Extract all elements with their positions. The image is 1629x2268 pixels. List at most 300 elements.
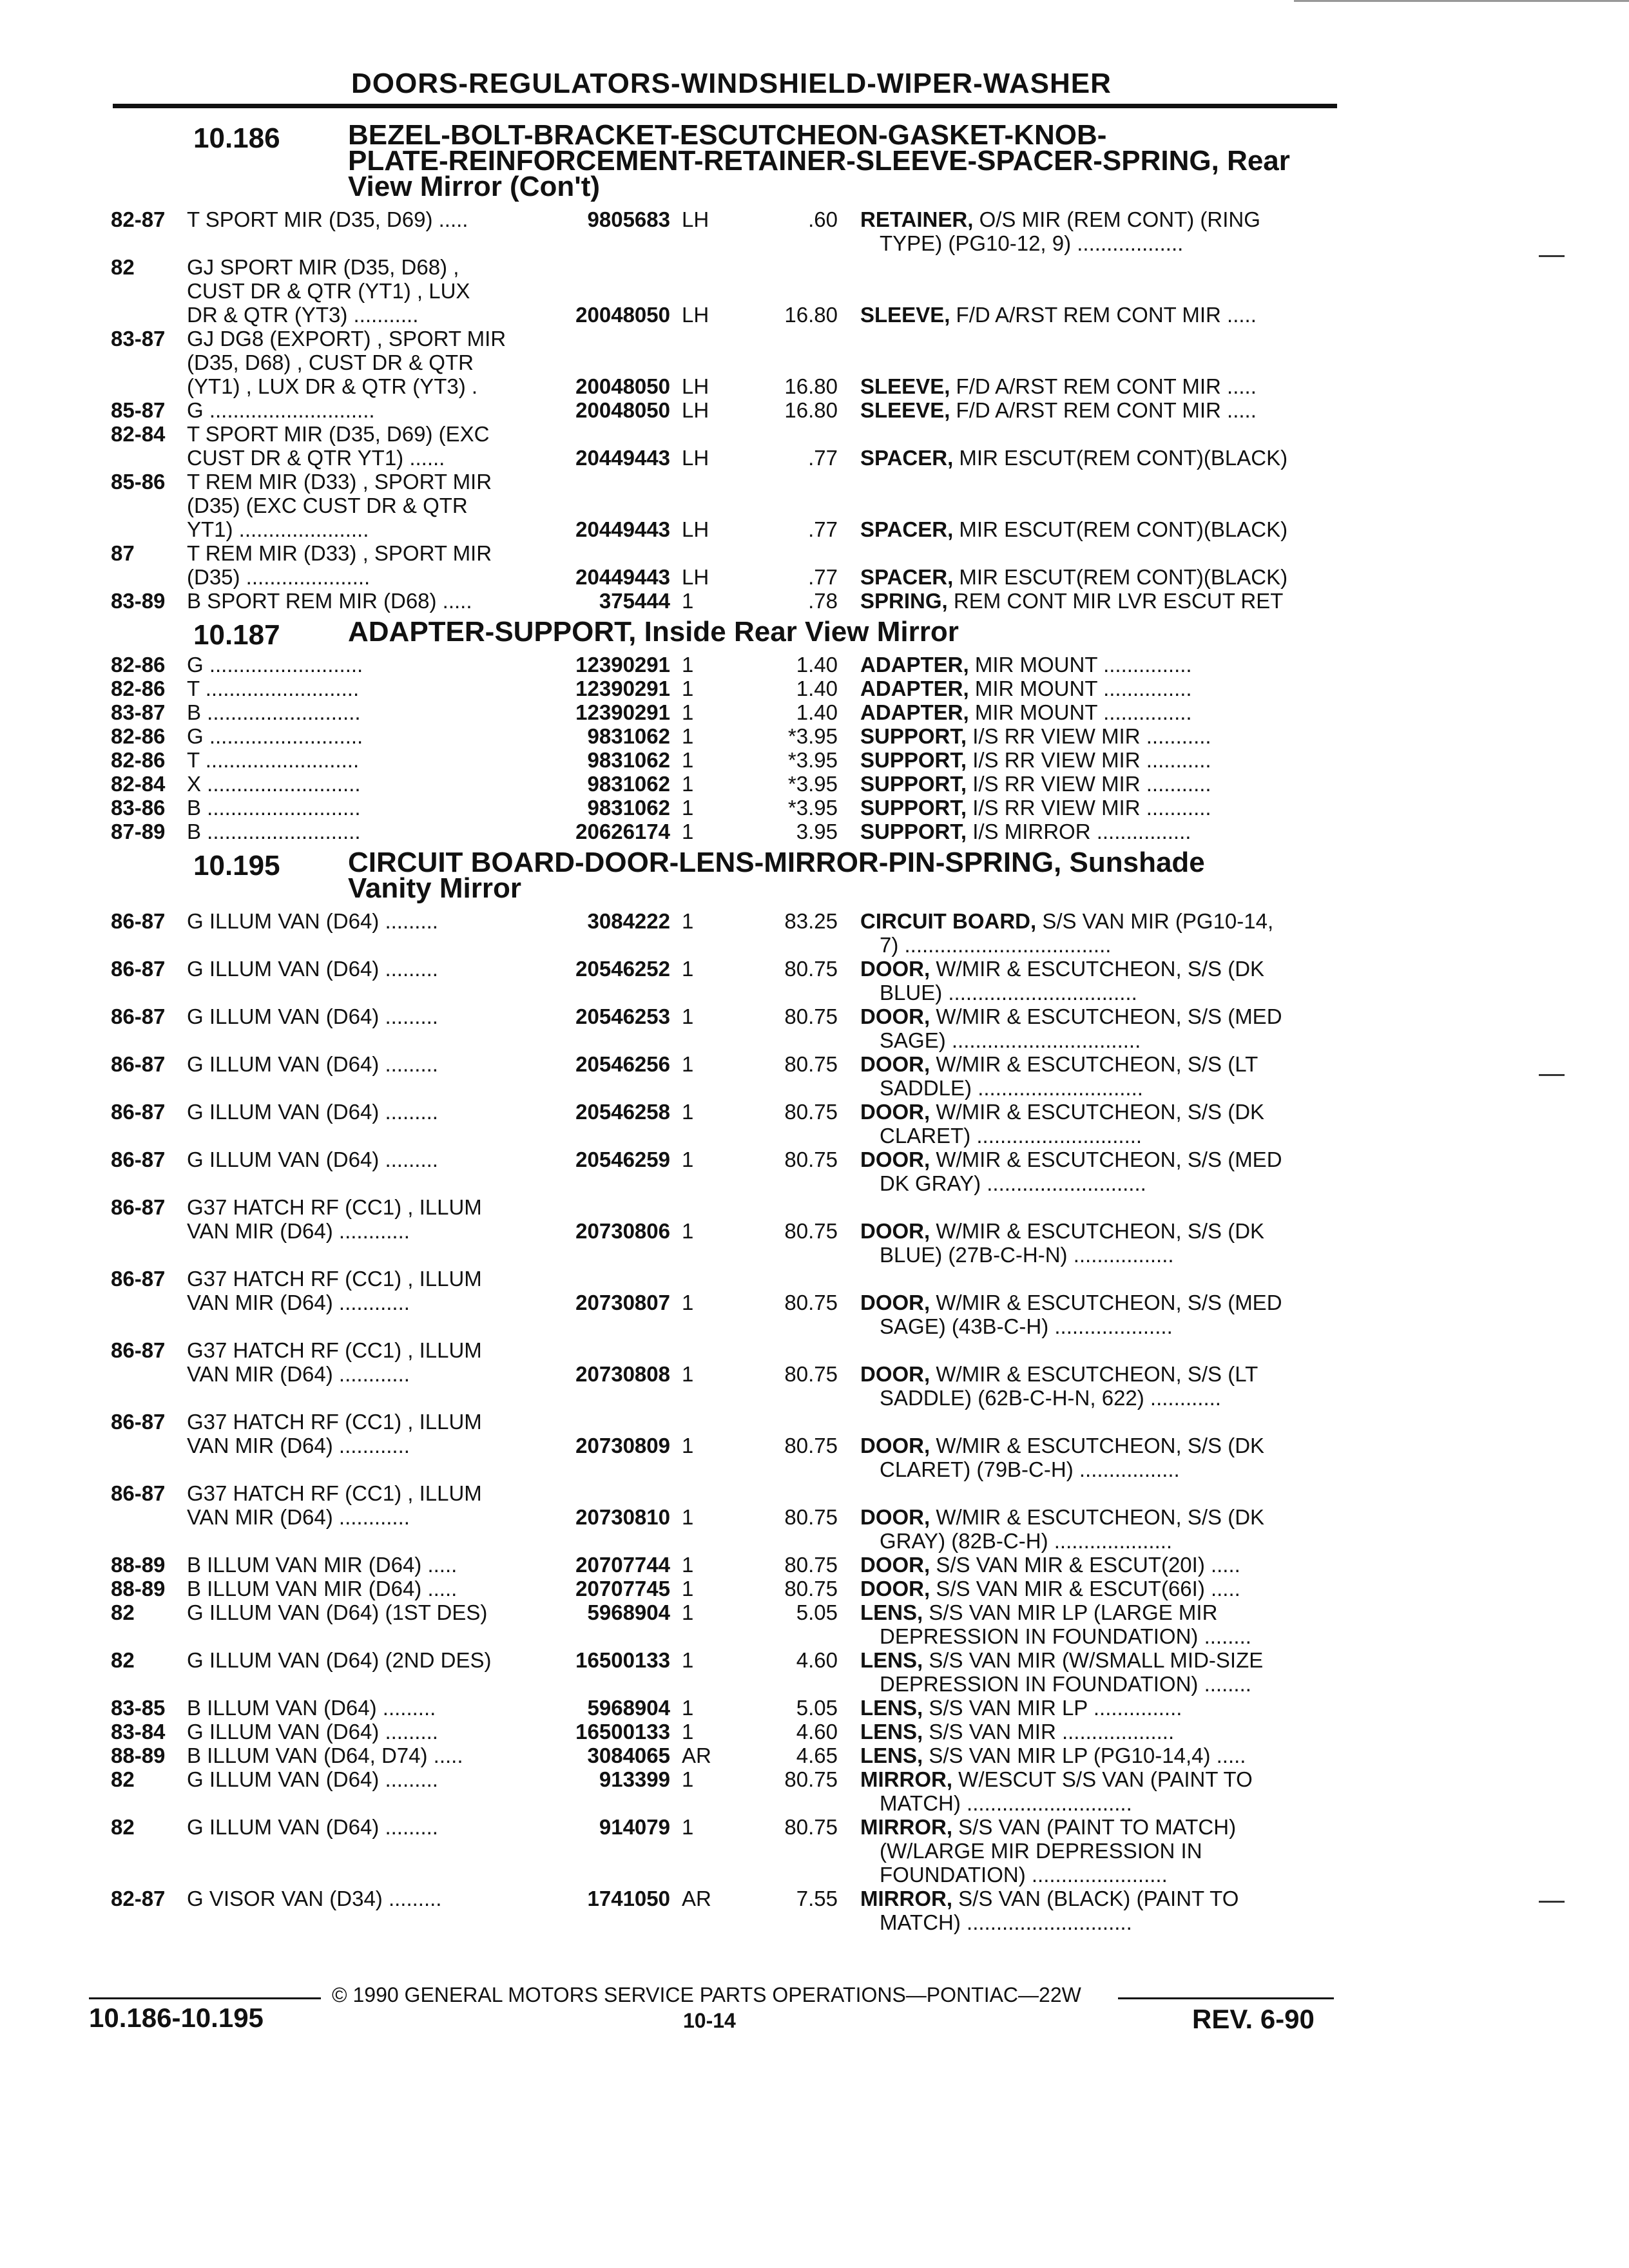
model-year: 86-87 bbox=[111, 1267, 166, 1291]
quantity: 1 bbox=[682, 1815, 694, 1839]
model-year: 86-87 bbox=[111, 1100, 166, 1124]
part-description bbox=[880, 1124, 1142, 1148]
part-number: 16500133 bbox=[575, 1720, 670, 1744]
margin-tick bbox=[1539, 1901, 1565, 1903]
price: .77 bbox=[808, 565, 838, 589]
part-description-text: DEPRESSION IN FOUNDATION) ........ bbox=[880, 1624, 1251, 1648]
part-name: SPACER, bbox=[860, 565, 954, 589]
model-year: 86-87 bbox=[111, 1195, 166, 1219]
price: 80.75 bbox=[784, 1553, 838, 1577]
table-row bbox=[0, 565, 1629, 591]
price: 80.75 bbox=[784, 1219, 838, 1243]
model-year: 83-87 bbox=[111, 327, 166, 351]
part-number: 20546256 bbox=[575, 1052, 670, 1076]
price: 80.75 bbox=[784, 1362, 838, 1386]
table-row bbox=[0, 933, 1629, 959]
part-description bbox=[860, 1148, 1282, 1172]
quantity: 1 bbox=[682, 772, 694, 796]
part-description-text: REM CONT MIR LVR ESCUT RET bbox=[947, 589, 1284, 613]
part-description bbox=[860, 1219, 1264, 1244]
part-description bbox=[880, 933, 1111, 957]
price: 7.55 bbox=[796, 1887, 838, 1910]
part-description-text: S/S VAN MIR (W/SMALL MID-SIZE bbox=[923, 1648, 1264, 1672]
part-description-text: SADDLE) (62B-C-H-N, 622) ............ bbox=[880, 1386, 1221, 1410]
quantity: LH bbox=[682, 398, 709, 422]
part-number: 3084065 bbox=[587, 1744, 670, 1767]
part-description bbox=[880, 1243, 1174, 1267]
model-year: 87 bbox=[111, 541, 135, 565]
table-row bbox=[0, 1672, 1629, 1698]
table-row bbox=[0, 1219, 1629, 1245]
part-description bbox=[860, 374, 1257, 399]
price: 80.75 bbox=[784, 957, 838, 981]
part-description bbox=[860, 207, 1260, 232]
part-description-text: GRAY) (82B-C-H) .................... bbox=[880, 1529, 1173, 1553]
part-description-text: SAGE) (43B-C-H) .................... bbox=[880, 1314, 1173, 1338]
model-usage: (D35) (EXC CUST DR & QTR bbox=[187, 494, 468, 517]
part-description-text: W/MIR & ESCUTCHEON, S/S (MED bbox=[930, 1004, 1282, 1028]
model-usage: G ILLUM VAN (D64) ......... bbox=[187, 1767, 438, 1791]
table-row bbox=[0, 1362, 1629, 1388]
model-usage: GJ DG8 (EXPORT) , SPORT MIR bbox=[187, 327, 506, 351]
part-description bbox=[860, 303, 1257, 327]
quantity: 1 bbox=[682, 796, 694, 820]
part-name: SPRING, bbox=[860, 589, 948, 613]
model-usage: B SPORT REM MIR (D68) ..... bbox=[187, 589, 472, 613]
section-number: 10.187 bbox=[193, 619, 280, 651]
part-description bbox=[880, 1171, 1146, 1196]
model-year: 86-87 bbox=[111, 1052, 166, 1076]
part-description bbox=[860, 957, 1264, 981]
price: 80.75 bbox=[784, 1100, 838, 1124]
part-description-text: MIR ESCUT(REM CONT)(BLACK) bbox=[953, 517, 1288, 541]
model-usage: DR & QTR (YT3) ........... bbox=[187, 303, 419, 327]
part-number: 5968904 bbox=[587, 1696, 670, 1720]
corner-mark bbox=[1294, 0, 1629, 2]
quantity: 1 bbox=[682, 653, 694, 677]
table-row bbox=[0, 1410, 1629, 1436]
model-year: 86-87 bbox=[111, 1410, 166, 1434]
part-description bbox=[880, 1839, 1202, 1863]
part-description bbox=[860, 1767, 1253, 1792]
part-number: 3084222 bbox=[587, 909, 670, 933]
section-title-line: PLATE-REINFORCEMENT-RETAINER-SLEEVE-SPACER-SPRING, Rear bbox=[348, 145, 1290, 177]
part-description-text: MIR MOUNT ............... bbox=[969, 653, 1192, 677]
model-usage: GJ SPORT MIR (D35, D68) , bbox=[187, 255, 459, 279]
model-year: 86-87 bbox=[111, 1338, 166, 1362]
part-description-text: W/MIR & ESCUTCHEON, S/S (LT bbox=[930, 1362, 1258, 1386]
table-row bbox=[0, 422, 1629, 448]
price: .77 bbox=[808, 517, 838, 541]
part-number: 20048050 bbox=[575, 303, 670, 327]
part-description-text: (W/LARGE MIR DEPRESSION IN bbox=[880, 1839, 1202, 1863]
model-year: 88-89 bbox=[111, 1744, 166, 1767]
model-year: 82 bbox=[111, 1648, 135, 1672]
model-usage: B ILLUM VAN (D64) ......... bbox=[187, 1696, 436, 1720]
part-name: DOOR, bbox=[860, 1505, 930, 1529]
section-title-line: BEZEL-BOLT-BRACKET-ESCUTCHEON-GASKET-KNOB- bbox=[348, 119, 1107, 151]
model-year: 82 bbox=[111, 1815, 135, 1839]
part-description-text: S/S VAN (PAINT TO MATCH) bbox=[952, 1815, 1237, 1839]
table-row bbox=[0, 1195, 1629, 1221]
table-row bbox=[0, 677, 1629, 702]
part-name: SUPPORT, bbox=[860, 796, 967, 820]
part-number: 20626174 bbox=[575, 820, 670, 843]
table-row bbox=[0, 327, 1629, 352]
part-description-text: S/S VAN MIR & ESCUT(66I) ..... bbox=[930, 1577, 1240, 1600]
price: 3.95 bbox=[796, 820, 838, 843]
model-year: 82-84 bbox=[111, 422, 166, 446]
table-row bbox=[0, 796, 1629, 822]
model-year: 88-89 bbox=[111, 1553, 166, 1577]
model-year: 83-85 bbox=[111, 1696, 166, 1720]
quantity: 1 bbox=[682, 909, 694, 933]
table-row bbox=[0, 1004, 1629, 1030]
part-description bbox=[860, 1052, 1258, 1077]
price: 80.75 bbox=[784, 1434, 838, 1457]
part-name: SUPPORT, bbox=[860, 724, 967, 748]
quantity: LH bbox=[682, 207, 709, 231]
part-description-text: SADDLE) ............................ bbox=[880, 1076, 1143, 1100]
part-name: SPACER, bbox=[860, 446, 954, 470]
table-row bbox=[0, 1434, 1629, 1459]
part-description-text: S/S VAN MIR (PG10-14, bbox=[1036, 909, 1274, 933]
model-year: 82-86 bbox=[111, 653, 166, 677]
model-usage: G37 HATCH RF (CC1) , ILLUM bbox=[187, 1410, 482, 1434]
table-row bbox=[0, 748, 1629, 774]
model-year: 82 bbox=[111, 1600, 135, 1624]
price: 16.80 bbox=[784, 374, 838, 398]
price: 80.75 bbox=[784, 1577, 838, 1600]
table-row bbox=[0, 1338, 1629, 1364]
quantity: 1 bbox=[682, 957, 694, 981]
table-row bbox=[0, 653, 1629, 678]
model-usage: (D35) ..................... bbox=[187, 565, 371, 589]
part-number: 20730807 bbox=[575, 1291, 670, 1314]
quantity: 1 bbox=[682, 1767, 694, 1791]
model-usage: G ILLUM VAN (D64) ......... bbox=[187, 1004, 438, 1028]
model-usage: VAN MIR (D64) ............ bbox=[187, 1291, 410, 1314]
part-name: LENS, bbox=[860, 1696, 923, 1720]
price: 80.75 bbox=[784, 1004, 838, 1028]
quantity: 1 bbox=[682, 724, 694, 748]
table-row bbox=[0, 700, 1629, 726]
model-usage: G ILLUM VAN (D64) (1ST DES) bbox=[187, 1600, 488, 1624]
part-name: CIRCUIT BOARD, bbox=[860, 909, 1037, 933]
table-row bbox=[0, 494, 1629, 519]
part-description-text: BLUE) ................................ bbox=[880, 981, 1137, 1004]
footer-revision: REV. 6-90 bbox=[1192, 2004, 1315, 2034]
model-year: 85-86 bbox=[111, 470, 166, 494]
model-usage: T .......................... bbox=[187, 748, 360, 772]
table-row bbox=[0, 1887, 1629, 1912]
quantity: 1 bbox=[682, 1291, 694, 1314]
table-row bbox=[0, 1791, 1629, 1817]
quantity: AR bbox=[682, 1744, 711, 1767]
part-description bbox=[860, 446, 1287, 470]
part-description-text: I/S RR VIEW MIR ........... bbox=[967, 796, 1211, 820]
section-title-line: View Mirror (Con't) bbox=[348, 171, 600, 202]
part-description bbox=[880, 1314, 1173, 1339]
part-number: 5968904 bbox=[587, 1600, 670, 1624]
quantity: 1 bbox=[682, 1553, 694, 1577]
table-row bbox=[0, 446, 1629, 472]
part-name: DOOR, bbox=[860, 1100, 930, 1124]
quantity: 1 bbox=[682, 1362, 694, 1386]
table-row bbox=[0, 1648, 1629, 1674]
part-description-text: DEPRESSION IN FOUNDATION) ........ bbox=[880, 1672, 1251, 1696]
table-row bbox=[0, 820, 1629, 845]
price: .78 bbox=[808, 589, 838, 613]
model-usage: B .......................... bbox=[187, 820, 361, 843]
part-description bbox=[860, 1362, 1258, 1387]
part-name: ADAPTER, bbox=[860, 653, 969, 677]
table-row bbox=[0, 541, 1629, 567]
table-row bbox=[0, 1481, 1629, 1507]
part-description bbox=[880, 1910, 1132, 1935]
part-name: DOOR, bbox=[860, 1004, 930, 1028]
table-row bbox=[0, 1863, 1629, 1888]
part-description bbox=[860, 1887, 1239, 1911]
quantity: 1 bbox=[682, 1696, 694, 1720]
part-description-text: W/MIR & ESCUTCHEON, S/S (LT bbox=[930, 1052, 1258, 1076]
part-name: SLEEVE, bbox=[860, 303, 950, 327]
quantity: 1 bbox=[682, 1505, 694, 1529]
section-title-line: Vanity Mirror bbox=[348, 872, 521, 904]
price: 16.80 bbox=[784, 398, 838, 422]
price: 80.75 bbox=[784, 1291, 838, 1314]
part-number: 913399 bbox=[599, 1767, 670, 1791]
table-row bbox=[0, 1767, 1629, 1793]
part-description-text: DK GRAY) ........................... bbox=[880, 1171, 1146, 1195]
table-row bbox=[0, 207, 1629, 233]
table-row bbox=[0, 1028, 1629, 1054]
model-usage: G37 HATCH RF (CC1) , ILLUM bbox=[187, 1267, 482, 1291]
part-description bbox=[860, 724, 1211, 749]
part-description bbox=[860, 909, 1273, 934]
table-row bbox=[0, 1100, 1629, 1126]
part-description-text: S/S VAN (BLACK) (PAINT TO bbox=[952, 1887, 1239, 1910]
part-description-text: 7) ................................... bbox=[880, 933, 1112, 957]
table-row bbox=[0, 1720, 1629, 1745]
model-year: 82-86 bbox=[111, 677, 166, 700]
model-usage: G ILLUM VAN (D64) ......... bbox=[187, 1720, 438, 1744]
part-description-text: I/S RR VIEW MIR ........... bbox=[967, 724, 1211, 748]
price: 4.60 bbox=[796, 1720, 838, 1744]
part-description-text: W/ESCUT S/S VAN (PAINT TO bbox=[952, 1767, 1253, 1791]
model-usage: CUST DR & QTR YT1) ...... bbox=[187, 446, 445, 470]
model-usage: CUST DR & QTR (YT1) , LUX bbox=[187, 279, 470, 303]
table-row bbox=[0, 1291, 1629, 1316]
table-row bbox=[0, 1815, 1629, 1841]
part-description bbox=[860, 653, 1192, 677]
quantity: 1 bbox=[682, 1100, 694, 1124]
model-year: 86-87 bbox=[111, 909, 166, 933]
price: 83.25 bbox=[784, 909, 838, 933]
table-row bbox=[0, 1553, 1629, 1579]
part-name: ADAPTER, bbox=[860, 677, 969, 700]
part-number: 20048050 bbox=[575, 374, 670, 398]
price: *3.95 bbox=[787, 748, 838, 772]
model-usage: B .......................... bbox=[187, 700, 361, 724]
table-row bbox=[0, 303, 1629, 329]
model-year: 85-87 bbox=[111, 398, 166, 422]
part-number: 9805683 bbox=[587, 207, 670, 231]
model-usage: G ............................ bbox=[187, 398, 375, 422]
quantity: AR bbox=[682, 1887, 711, 1910]
table-row bbox=[0, 1386, 1629, 1412]
model-year: 82 bbox=[111, 255, 135, 279]
model-year: 82 bbox=[111, 1767, 135, 1791]
table-row bbox=[0, 1744, 1629, 1769]
table-row bbox=[0, 1505, 1629, 1531]
footer-rule-right bbox=[1118, 1997, 1334, 1999]
part-number: 20730806 bbox=[575, 1219, 670, 1243]
part-description bbox=[880, 1529, 1172, 1553]
table-row bbox=[0, 470, 1629, 495]
table-row bbox=[0, 981, 1629, 1006]
part-number: 20730810 bbox=[575, 1505, 670, 1529]
quantity: 1 bbox=[682, 1004, 694, 1028]
part-description-text: I/S RR VIEW MIR ........... bbox=[967, 748, 1211, 772]
part-description bbox=[880, 1386, 1221, 1410]
part-description-text: CLARET) (79B-C-H) ................. bbox=[880, 1457, 1180, 1481]
part-name: SLEEVE, bbox=[860, 374, 950, 398]
model-usage: VAN MIR (D64) ............ bbox=[187, 1219, 410, 1243]
quantity: LH bbox=[682, 565, 709, 589]
section-number: 10.186 bbox=[193, 122, 280, 154]
table-row bbox=[0, 231, 1629, 257]
part-description bbox=[860, 398, 1257, 423]
table-row bbox=[0, 589, 1629, 615]
footer-copyright: © 1990 GENERAL MOTORS SERVICE PARTS OPERATIONS—PONTIAC—22W bbox=[332, 1983, 1081, 2006]
model-usage: (D35, D68) , CUST DR & QTR bbox=[187, 351, 474, 374]
quantity: LH bbox=[682, 446, 709, 470]
part-number: 914079 bbox=[599, 1815, 670, 1839]
part-description bbox=[880, 1791, 1132, 1816]
part-description-text: S/S VAN MIR LP (LARGE MIR bbox=[923, 1600, 1218, 1624]
footer-rule-left bbox=[89, 1997, 321, 1999]
part-description-text: I/S RR VIEW MIR ........... bbox=[967, 772, 1211, 796]
table-row bbox=[0, 1076, 1629, 1102]
table-row bbox=[0, 1148, 1629, 1173]
part-name: ADAPTER, bbox=[860, 700, 969, 724]
part-name: LENS, bbox=[860, 1648, 923, 1672]
part-name: SLEEVE, bbox=[860, 398, 950, 422]
quantity: LH bbox=[682, 517, 709, 541]
part-description bbox=[860, 1434, 1264, 1458]
table-row bbox=[0, 1124, 1629, 1149]
quantity: 1 bbox=[682, 1600, 694, 1624]
part-description bbox=[860, 1648, 1263, 1673]
part-description-text: S/S VAN MIR LP (PG10-14,4) ..... bbox=[923, 1744, 1246, 1767]
price: .60 bbox=[808, 207, 838, 231]
part-description-text: W/MIR & ESCUTCHEON, S/S (DK bbox=[930, 957, 1265, 981]
page-title: DOORS-REGULATORS-WINDSHIELD-WIPER-WASHER bbox=[351, 68, 1112, 99]
part-number: 20546252 bbox=[575, 957, 670, 981]
table-row bbox=[0, 1577, 1629, 1602]
part-name: DOOR, bbox=[860, 1219, 930, 1243]
part-description-text: SAGE) ................................ bbox=[880, 1028, 1141, 1052]
table-row bbox=[0, 1052, 1629, 1078]
model-usage: X .......................... bbox=[187, 772, 361, 796]
quantity: 1 bbox=[682, 1720, 694, 1744]
part-description bbox=[860, 1696, 1182, 1720]
part-number: 20546253 bbox=[575, 1004, 670, 1028]
part-description-text: MATCH) ............................ bbox=[880, 1910, 1132, 1934]
part-description bbox=[860, 820, 1191, 844]
table-row bbox=[0, 398, 1629, 424]
quantity: LH bbox=[682, 303, 709, 327]
model-usage: VAN MIR (D64) ............ bbox=[187, 1505, 410, 1529]
price: 80.75 bbox=[784, 1815, 838, 1839]
part-description bbox=[880, 1076, 1143, 1100]
model-usage: T SPORT MIR (D35, D69) ..... bbox=[187, 207, 468, 231]
section-title-line: CIRCUIT BOARD-DOOR-LENS-MIRROR-PIN-SPRING, Sunshade bbox=[348, 847, 1205, 878]
part-description bbox=[860, 1100, 1264, 1124]
model-year: 87-89 bbox=[111, 820, 166, 843]
table-row bbox=[0, 1529, 1629, 1555]
part-description bbox=[860, 1744, 1246, 1768]
price: *3.95 bbox=[787, 724, 838, 748]
part-name: LENS, bbox=[860, 1720, 923, 1744]
footer-page-number: 10-14 bbox=[683, 2009, 736, 2032]
quantity: 1 bbox=[682, 700, 694, 724]
price: 80.75 bbox=[784, 1052, 838, 1076]
part-description-text: MIR MOUNT ............... bbox=[969, 700, 1192, 724]
model-usage: B ILLUM VAN MIR (D64) ..... bbox=[187, 1577, 458, 1600]
model-year: 82-87 bbox=[111, 1887, 166, 1910]
margin-tick bbox=[1539, 1074, 1565, 1076]
part-name: MIRROR, bbox=[860, 1767, 952, 1791]
part-number: 20449443 bbox=[575, 517, 670, 541]
part-number: 9831062 bbox=[587, 796, 670, 820]
part-number: 12390291 bbox=[575, 653, 670, 677]
part-name: MIRROR, bbox=[860, 1887, 952, 1910]
table-row bbox=[0, 1600, 1629, 1626]
part-name: SUPPORT, bbox=[860, 820, 967, 843]
model-usage: G .......................... bbox=[187, 724, 363, 748]
model-usage: VAN MIR (D64) ............ bbox=[187, 1362, 410, 1386]
part-description bbox=[860, 796, 1211, 820]
model-year: 86-87 bbox=[111, 1148, 166, 1171]
part-name: DOOR, bbox=[860, 1553, 930, 1577]
table-row bbox=[0, 1624, 1629, 1650]
part-name: LENS, bbox=[860, 1744, 923, 1767]
price: 5.05 bbox=[796, 1600, 838, 1624]
model-year: 82-84 bbox=[111, 772, 166, 796]
quantity: 1 bbox=[682, 748, 694, 772]
part-description-text: S/S VAN MIR LP ............... bbox=[923, 1696, 1182, 1720]
model-year: 86-87 bbox=[111, 957, 166, 981]
part-description-text: F/D A/RST REM CONT MIR ..... bbox=[950, 374, 1257, 398]
part-name: LENS, bbox=[860, 1600, 923, 1624]
table-row bbox=[0, 724, 1629, 750]
part-description bbox=[860, 1600, 1217, 1625]
part-description-text: CLARET) ............................ bbox=[880, 1124, 1142, 1148]
part-description bbox=[860, 565, 1287, 590]
model-usage: G .......................... bbox=[187, 653, 363, 677]
part-number: 20707744 bbox=[575, 1553, 670, 1577]
section-number: 10.195 bbox=[193, 850, 280, 881]
part-description-text: MIR ESCUT(REM CONT)(BLACK) bbox=[953, 565, 1288, 589]
part-name: SPACER, bbox=[860, 517, 954, 541]
part-description bbox=[860, 700, 1192, 725]
model-year: 82-86 bbox=[111, 748, 166, 772]
model-usage: G ILLUM VAN (D64) ......... bbox=[187, 909, 438, 933]
part-description-text: F/D A/RST REM CONT MIR ..... bbox=[950, 303, 1257, 327]
part-description-text: S/S VAN MIR & ESCUT(20I) ..... bbox=[930, 1553, 1240, 1577]
